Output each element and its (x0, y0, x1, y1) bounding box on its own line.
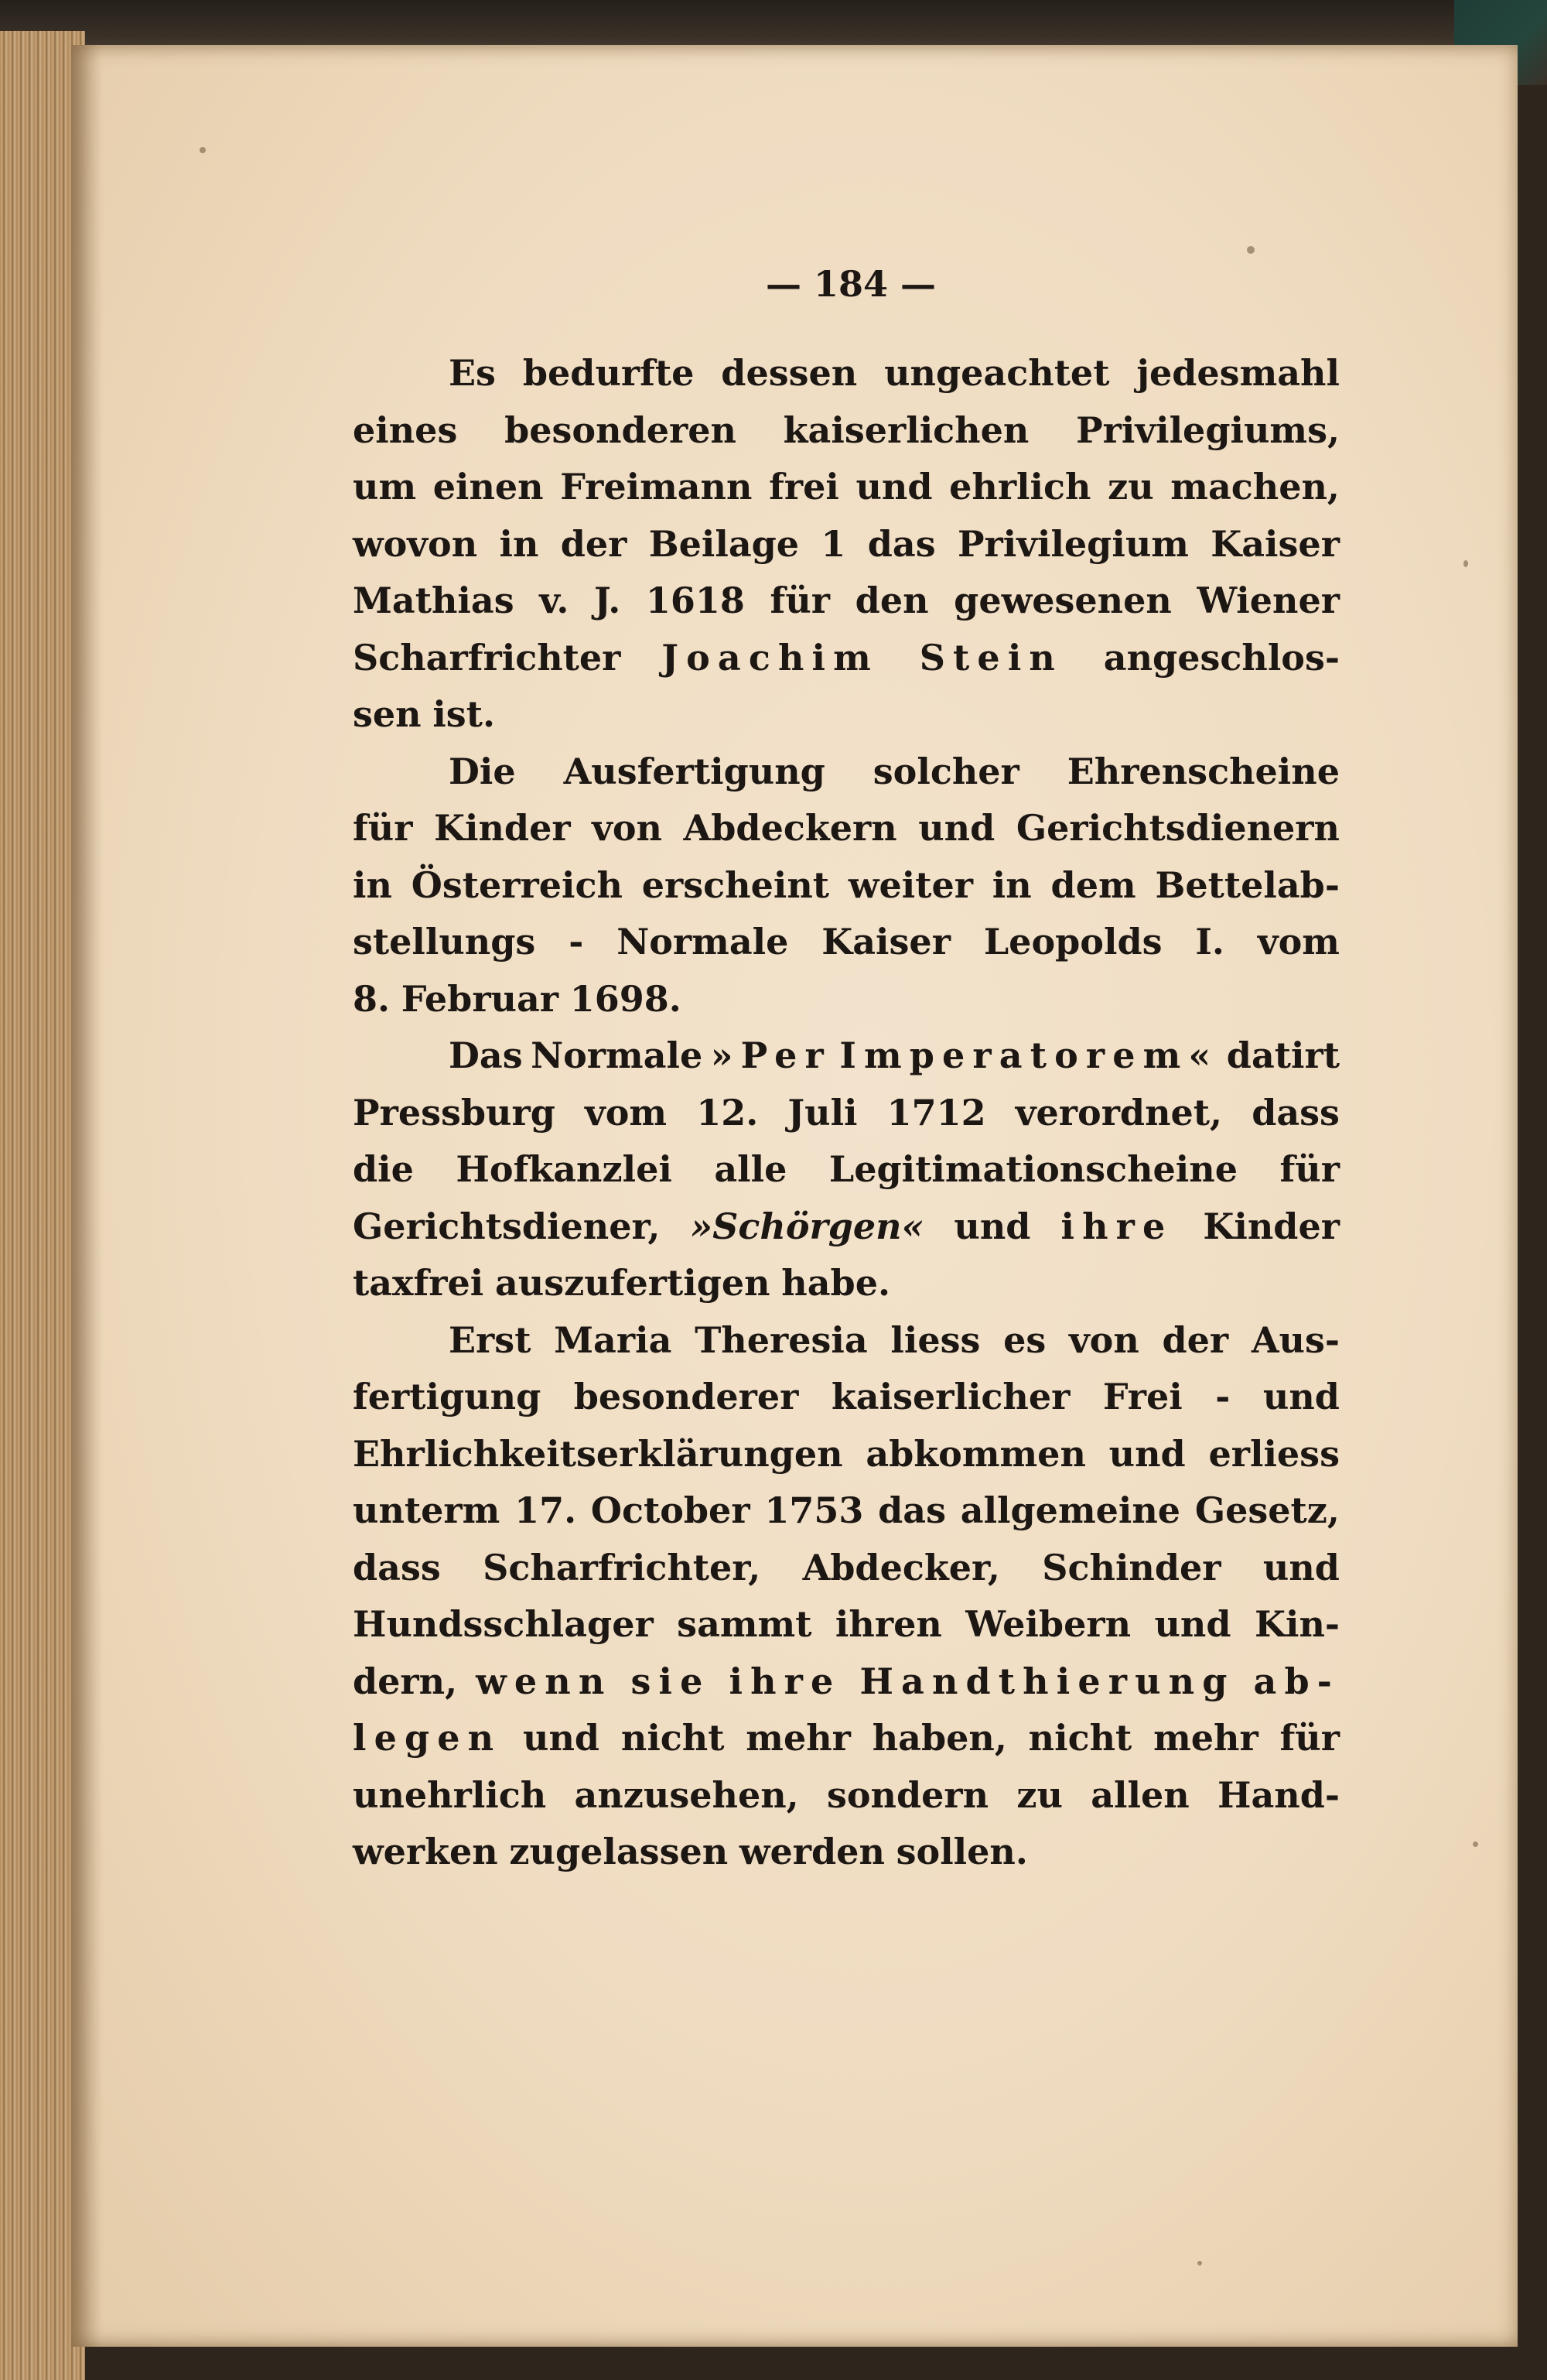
word: wenn (476, 1660, 613, 1702)
word: Kinder (1203, 1205, 1340, 1247)
word: Erst (449, 1318, 531, 1361)
word: weiter (848, 863, 973, 906)
word: zu (1016, 1773, 1063, 1816)
word: Scharfrichter (353, 636, 621, 679)
word: ab- (1253, 1660, 1340, 1702)
word: zu (1108, 466, 1154, 508)
word: in (353, 863, 392, 906)
word: Pressburg (353, 1091, 555, 1134)
text-line (353, 402, 1340, 460)
word: Schinder (1042, 1546, 1221, 1588)
text-line (353, 1540, 1340, 1597)
word: für (353, 807, 413, 849)
word: Hofkanzlei (456, 1148, 672, 1190)
word: mehr (746, 1717, 851, 1759)
word: Die (449, 750, 516, 792)
text-line (353, 573, 1340, 630)
word: 1618 (645, 580, 745, 621)
word: wovon (353, 522, 478, 565)
word: von (1068, 1318, 1139, 1361)
word: 1753 (764, 1489, 864, 1531)
word: machen, (1170, 466, 1340, 508)
page-number: — 184 — (765, 263, 937, 305)
word: mehr (1153, 1717, 1258, 1759)
paper-speck (1197, 2261, 1202, 2265)
word: Wiener (1197, 580, 1340, 621)
word: nicht (620, 1717, 725, 1759)
word: zugelassen (509, 1831, 729, 1872)
text-line (353, 971, 1340, 1028)
word: in (499, 522, 539, 565)
paper-speck (1473, 1841, 1478, 1847)
word: und (1108, 1432, 1186, 1475)
word: ehrlich (949, 466, 1091, 508)
word: Maria (554, 1318, 672, 1361)
text-line (353, 1312, 1340, 1370)
paper-speck (1463, 560, 1468, 567)
word: Abdeckern (683, 807, 897, 849)
word: dass (1252, 1091, 1340, 1134)
word: ungeachtet (884, 352, 1110, 394)
text-line (353, 1426, 1340, 1483)
word: von (592, 807, 662, 849)
text-line (353, 1596, 1340, 1653)
text-line (353, 1369, 1340, 1426)
word: Ehrlichkeitserklärungen (353, 1432, 843, 1475)
word: dern, (353, 1660, 458, 1702)
word: unterm (353, 1489, 500, 1531)
word: jedesmahl (1136, 352, 1340, 394)
word: 1 (821, 522, 846, 565)
word: für (770, 580, 831, 621)
word: werken (353, 1831, 498, 1872)
word: Gerichtsdiener, (353, 1205, 661, 1247)
word: Ehrenscheine (1067, 750, 1340, 792)
word: ihre (729, 1660, 842, 1702)
paragraph (353, 1028, 1340, 1312)
word: für (1279, 1717, 1340, 1759)
word: erliess (1208, 1432, 1340, 1475)
word: bedurfte (522, 352, 695, 394)
word: das (867, 522, 936, 565)
word: Frei (1102, 1376, 1183, 1417)
word: Ausfertigung (563, 750, 825, 792)
word: sen (353, 693, 422, 735)
word: - (569, 921, 584, 963)
word: Stein (919, 636, 1063, 679)
word: Imperatorem« (839, 1034, 1219, 1076)
word: allen (1091, 1773, 1190, 1816)
word: legen (353, 1717, 502, 1759)
word: 17. (514, 1489, 577, 1531)
word: 8. (353, 977, 391, 1020)
word: Abdecker, (802, 1546, 1000, 1588)
text-line (353, 744, 1340, 801)
word: 12. (696, 1091, 759, 1134)
word: Freimann (560, 466, 753, 508)
word: Leopolds (983, 921, 1163, 963)
word: sie (630, 1660, 711, 1702)
word: besonderen (504, 409, 736, 451)
word: J. (594, 580, 621, 621)
word: verordnet, (1015, 1091, 1223, 1134)
word: es (1003, 1318, 1047, 1361)
word: und (1154, 1603, 1231, 1645)
word: Scharfrichter, (483, 1546, 761, 1588)
word: Kaiser (821, 921, 951, 963)
paragraph (353, 744, 1340, 1028)
word: Joachim (661, 636, 879, 679)
word: vom (1257, 921, 1340, 963)
word: abkommen (866, 1432, 1086, 1475)
word: das (878, 1489, 946, 1531)
paper-speck (200, 147, 206, 153)
word: gewesenen (954, 580, 1172, 621)
text-line (353, 1710, 1340, 1767)
word: Juli (787, 1091, 858, 1134)
word: Aus- (1251, 1318, 1340, 1361)
paragraph (353, 345, 1340, 744)
word: den (855, 580, 929, 621)
text-line (353, 459, 1340, 516)
word: Legitimationscheine (828, 1148, 1238, 1190)
word: die (353, 1148, 414, 1190)
word: alle (714, 1148, 787, 1190)
word: für (1279, 1148, 1340, 1190)
word: und (855, 466, 933, 508)
word: Österreich (411, 863, 623, 906)
word: Mathias (353, 580, 514, 621)
text-line (353, 1085, 1340, 1142)
word: frei (769, 466, 839, 508)
word: werden (739, 1831, 885, 1872)
word: der (1162, 1318, 1229, 1361)
word: Kinder (434, 807, 571, 849)
word: sondern (826, 1773, 989, 1816)
word: anzusehen, (574, 1773, 799, 1816)
word: Februar (401, 977, 559, 1020)
paper-speck (1247, 246, 1255, 254)
word: und (523, 1717, 600, 1759)
word: Hundsschlager (353, 1603, 654, 1645)
word: solcher (873, 750, 1019, 792)
gutter-shadow (71, 45, 102, 2347)
word: Gerichtsdienern (1016, 807, 1340, 849)
word: stellungs (353, 921, 536, 963)
text-line (353, 1141, 1340, 1199)
word: vom (585, 1091, 668, 1134)
text-line (353, 1767, 1340, 1824)
word: Privilegium (957, 522, 1189, 565)
word: dass (353, 1546, 441, 1588)
word: October (590, 1489, 750, 1531)
word: sammt (677, 1603, 812, 1645)
word: »Schörgen« (690, 1205, 924, 1247)
word: angeschlos- (1103, 636, 1340, 679)
word: 1698. (569, 977, 681, 1020)
word: nicht (1028, 1717, 1132, 1759)
word: Hand- (1217, 1773, 1340, 1816)
word: dessen (721, 352, 858, 394)
word: Das (449, 1034, 523, 1076)
word: einen (432, 466, 544, 508)
word: Kaiser (1211, 522, 1340, 565)
word: habe. (781, 1262, 890, 1304)
word: und (954, 1205, 1031, 1247)
word: Weibern (965, 1603, 1132, 1645)
word: datirt (1226, 1034, 1340, 1076)
word: dem (1050, 863, 1136, 906)
word: Kin- (1254, 1603, 1340, 1645)
word: »Per (710, 1034, 832, 1076)
word: unehrlich (353, 1773, 547, 1816)
text-line (353, 914, 1340, 971)
word: kaiserlicher (831, 1376, 1071, 1417)
word: allgemeine (960, 1489, 1181, 1531)
text-line (353, 1653, 1340, 1711)
text-line (353, 1028, 1340, 1085)
word: kaiserlichen (783, 409, 1030, 451)
word: Privilegiums, (1076, 409, 1340, 451)
word: v. (539, 580, 569, 621)
word: 1712 (886, 1091, 986, 1134)
word: liess (890, 1318, 981, 1361)
text-line (353, 1824, 1340, 1881)
text-line (353, 1255, 1340, 1312)
text-line (353, 516, 1340, 573)
word: Bettelab- (1155, 863, 1340, 906)
word: - (1215, 1376, 1231, 1417)
word: in (992, 863, 1032, 906)
word: I. (1195, 921, 1224, 963)
text-line (353, 1482, 1340, 1540)
word: eines (353, 409, 458, 451)
text-line (353, 1199, 1340, 1256)
word: fertigung (353, 1376, 541, 1417)
text-line (353, 857, 1340, 915)
word: Normale (616, 921, 789, 963)
word: der (560, 522, 627, 565)
body-text (353, 345, 1340, 1881)
paragraph (353, 1312, 1340, 1881)
word: haben, (872, 1717, 1007, 1759)
word: und (1262, 1546, 1340, 1588)
word: taxfrei (353, 1262, 484, 1304)
word: ist. (432, 693, 495, 735)
word: und (1262, 1376, 1340, 1417)
word: auszufertigen (494, 1262, 770, 1304)
word: Handthierung (859, 1660, 1235, 1702)
word: Beilage (648, 522, 800, 565)
word: Es (449, 352, 496, 394)
word: und (918, 807, 995, 849)
text-line (353, 800, 1340, 857)
text-line (353, 345, 1340, 402)
word: Gesetz, (1194, 1489, 1340, 1531)
word: erscheint (641, 863, 830, 906)
word: Theresia (695, 1318, 868, 1361)
word: ihre (1060, 1205, 1173, 1247)
word: Normale (531, 1034, 703, 1076)
word: um (353, 466, 417, 508)
text-line (353, 686, 1340, 744)
word: besonderer (573, 1376, 799, 1417)
word: sollen. (896, 1831, 1028, 1872)
word: ihren (835, 1603, 942, 1645)
text-line (353, 630, 1340, 687)
